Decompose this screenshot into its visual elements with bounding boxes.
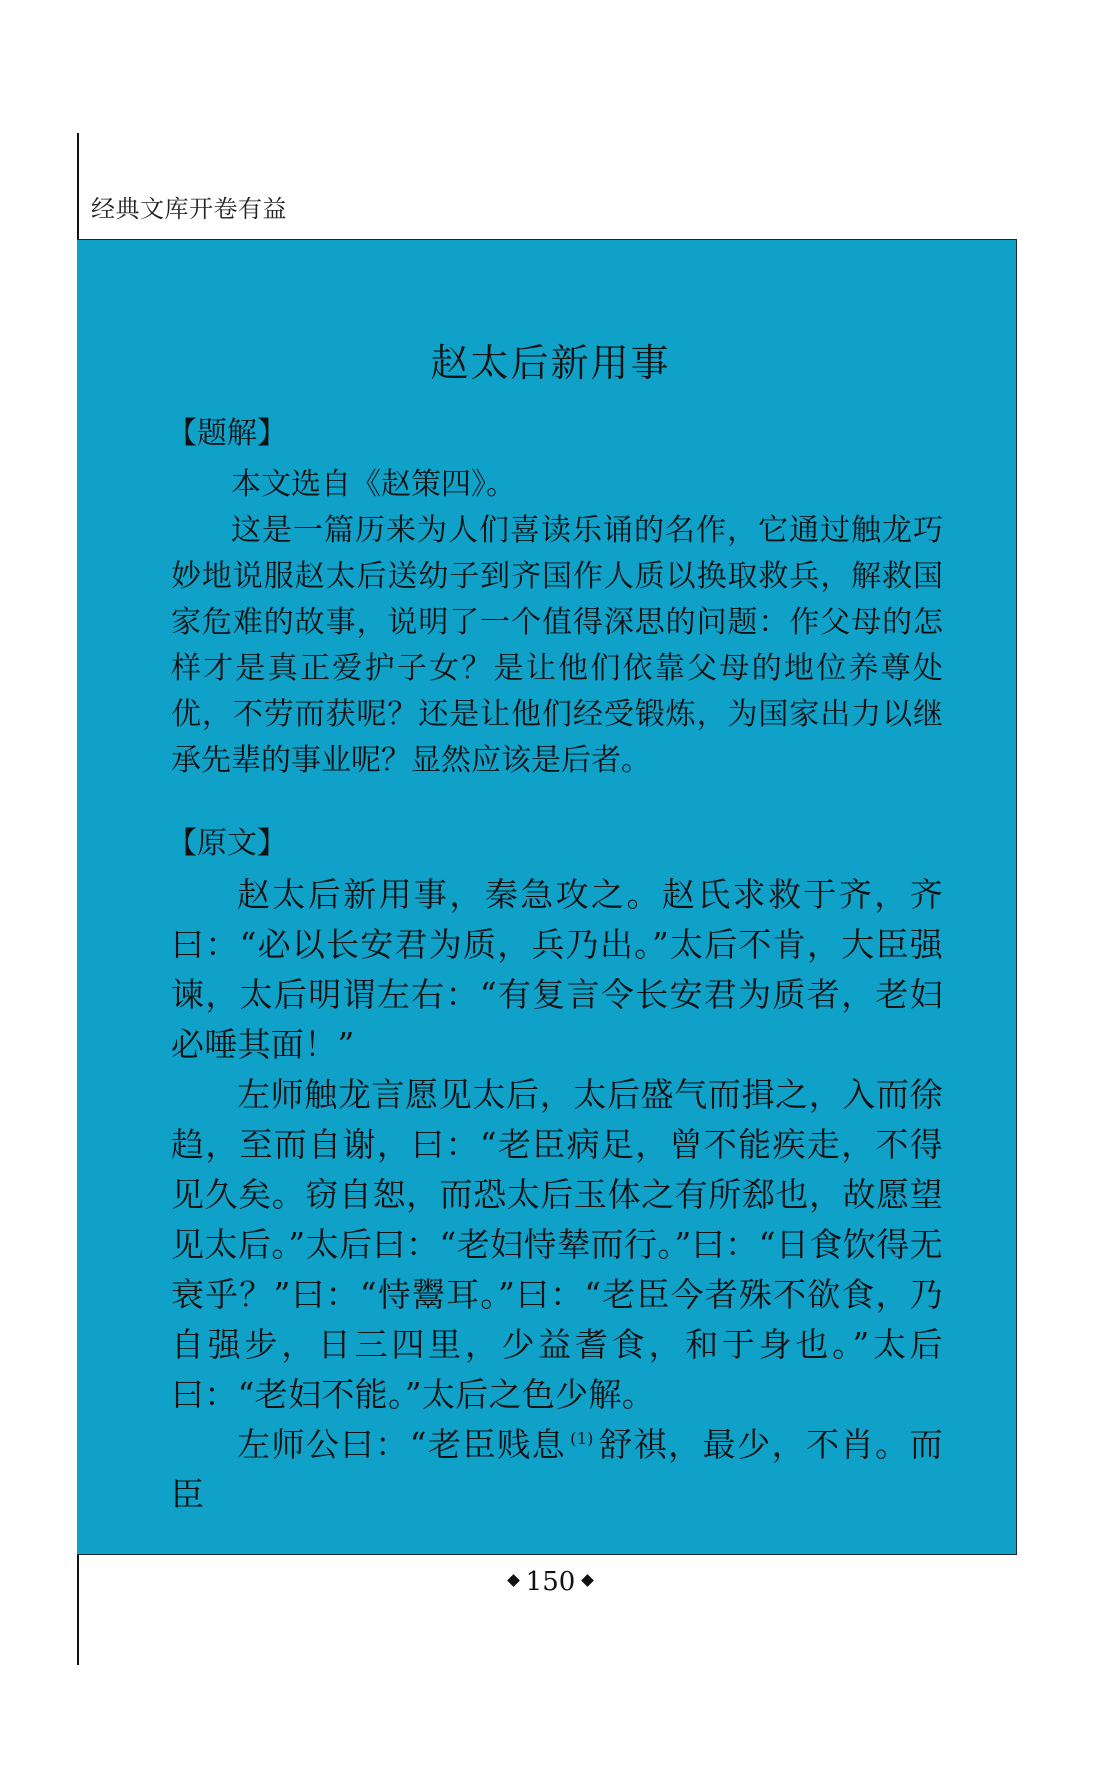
paragraph: 这是一篇历来为人们喜读乐诵的名作，它通过触龙巧妙地说服赵太后送幼子到齐国作人质以换取救兵，解救国家危难的故事，说明了一个值得深思的问题：作父母的怎样才是真正爱护子女？是让他们依靠父母的地位养尊处优，不劳而获呢？还是让他们经受锻炼，为国家出力以继承先辈的事业呢？显然应该是后者。 <box>171 513 943 778</box>
section-yuanwen <box>167 824 944 1520</box>
page-footer <box>0 1565 1101 1599</box>
paragraph: 本文选自《赵策四》。 <box>231 467 516 502</box>
paragraph-text: 左师公曰：“老臣贱息 <box>237 1425 567 1464</box>
paragraph: 赵太后新用事，秦急攻之。赵氏求救于齐，齐曰：“必以长安君为质，兵乃出。”太后不肯，大臣强谏，太后明谓左右：“有复言令长安君为质者，老妇必唾其面！” <box>171 875 943 1064</box>
footnote-marker: (1) <box>570 1429 594 1448</box>
paragraph <box>171 1420 943 1520</box>
running-head: 经典文库开卷有益 <box>91 195 287 223</box>
diamond-ornament-icon <box>507 1574 520 1587</box>
diamond-ornament-icon <box>581 1574 594 1587</box>
section-tijie <box>167 414 943 784</box>
paragraph-text: 舒祺，最少，不肖。而臣 <box>171 1425 944 1514</box>
section-heading-yuanwen: 【原文】 <box>167 826 287 861</box>
page-number: 150 <box>525 1567 576 1597</box>
section-heading-tijie: 【题解】 <box>167 416 287 451</box>
chapter-title: 赵太后新用事 <box>430 341 671 385</box>
paragraph: 左师触龙言愿见太后，太后盛气而揖之，入而徐趋，至而自谢，曰：“老臣病足，曾不能疾走，不得见久矣。窃自恕，而恐太后玉体之有所郄也，故愿望见太后。”太后曰：“老妇恃辇而行。”曰：“日食饮得无衰乎？”曰：“恃鬻耳。”曰：“老臣今者殊不欲食，乃自强步，日三四里，少益耆食，和于身也。”太后曰：“老妇不能。”太后之色少解。 <box>171 1075 943 1414</box>
